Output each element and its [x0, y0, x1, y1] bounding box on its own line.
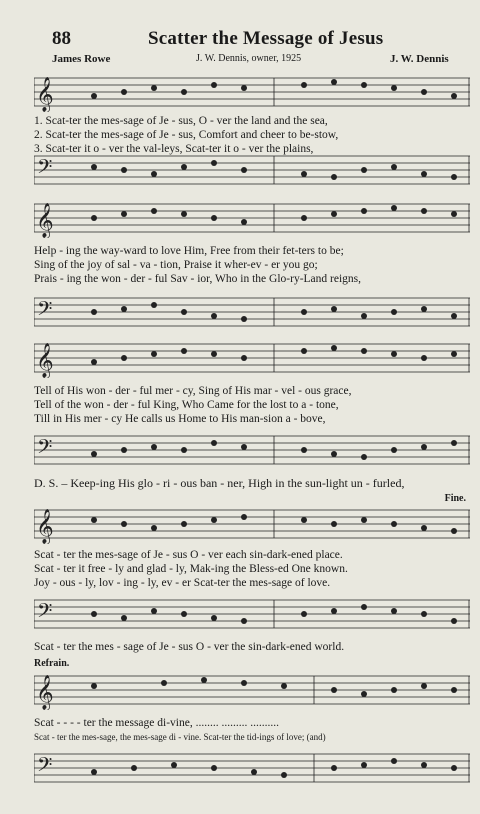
bass-staff-2 [34, 292, 470, 332]
lyric-line: Prais - ing the won - der - ful Sav - ior, Who in the Glo-ry-Land reigns, [34, 273, 362, 285]
lyric-line: 2. Scat-ter the mes-sage of Je - sus, Comfort and cheer to be-stow, [34, 129, 339, 141]
copyright-owner: J. W. Dennis, owner, 1925 [196, 53, 302, 64]
verse-lyrics-3 [34, 384, 474, 426]
hymn-composer: J. W. Dennis [390, 53, 449, 65]
hymn-number: 88 [52, 28, 71, 49]
treble-staff-2 [34, 196, 470, 238]
svg-text:𝄢: 𝄢 [37, 599, 53, 627]
lyric-line: Sing of the joy of sal - va - tion, Praise it wher-ev - er you go; [34, 259, 318, 271]
hymn-header [0, 0, 480, 70]
lyric-line: Tell of His won - der - ful mer - cy, Sing of His mar - vel - ous grace, [34, 385, 352, 397]
verse-lyrics-4 [34, 548, 474, 590]
svg-text:𝄞: 𝄞 [36, 675, 54, 710]
fine-marking: Fine. [444, 493, 466, 504]
svg-text:𝄞: 𝄞 [36, 343, 54, 378]
lyric-line: Help - ing the way-ward to love Him, Free from their fet-ters to be; [34, 245, 344, 257]
hymn-title: Scatter the Message of Jesus [148, 28, 384, 49]
lyric-line: Till in His mer - cy He calls us Home to His man-sion a - bove, [34, 413, 326, 425]
treble-staff-4 [34, 502, 470, 544]
treble-staff-1 [34, 70, 470, 112]
svg-text:𝄞: 𝄞 [36, 509, 54, 544]
bass-staff-refrain [34, 748, 470, 788]
svg-text:𝄢: 𝄢 [37, 155, 53, 183]
svg-text:𝄞: 𝄞 [36, 203, 54, 238]
lyric-line: Tell of the won - der - ful King, Who Came for the lost to a - tone, [34, 399, 339, 411]
lyric-line-small: Scat - ter the mes-sage, the mes-sage di - vine. Scat-ter the tid-ings of love; (and) [34, 732, 326, 742]
lyric-line: Scat - ter the mes - sage of Je - sus O - ver the sin-dark-ened world. [34, 641, 345, 653]
lyric-line: Scat - - - - ter the message di-vine, ........ ......... .......... [34, 717, 279, 729]
treble-staff-3 [34, 336, 470, 378]
svg-text:𝄢: 𝄢 [37, 753, 53, 781]
verse-lyrics-2 [34, 244, 474, 286]
treble-staff-refrain [34, 668, 470, 710]
bass-staff-4 [34, 594, 470, 634]
lyric-line: 1. Scat-ter the mes-sage of Je - sus, O - ver the land and the sea, [34, 115, 328, 127]
bass-staff-3 [34, 430, 470, 470]
refrain-label: Refrain. [34, 658, 70, 669]
svg-text:𝄞: 𝄞 [36, 77, 54, 112]
bass-lyrics-4 [34, 640, 474, 654]
ds-lyric-line: D. S. – Keep-ing His glo - ri - ous ban - ner, High in the sun-light un - furled, [34, 476, 405, 490]
lyric-line: Scat - ter it free - ly and glad - ly, Mak-ing the Bless-ed One known. [34, 563, 348, 575]
lyric-line: Scat - ter the mes-sage of Je - sus O - ver each sin-dark-ened place. [34, 549, 343, 561]
refrain-lyrics [34, 716, 474, 744]
svg-text:𝄢: 𝄢 [37, 297, 53, 325]
lyric-line: 3. Scat-ter it o - ver the val-leys, Scat-ter it o - ver the plains, [34, 143, 314, 155]
hymn-author: James Rowe [52, 53, 111, 65]
bass-staff-1 [34, 150, 470, 190]
lyric-line: Joy - ous - ly, lov - ing - ly, ev - er Scat-ter the mes-sage of love. [34, 577, 331, 589]
svg-text:𝄢: 𝄢 [37, 435, 53, 463]
